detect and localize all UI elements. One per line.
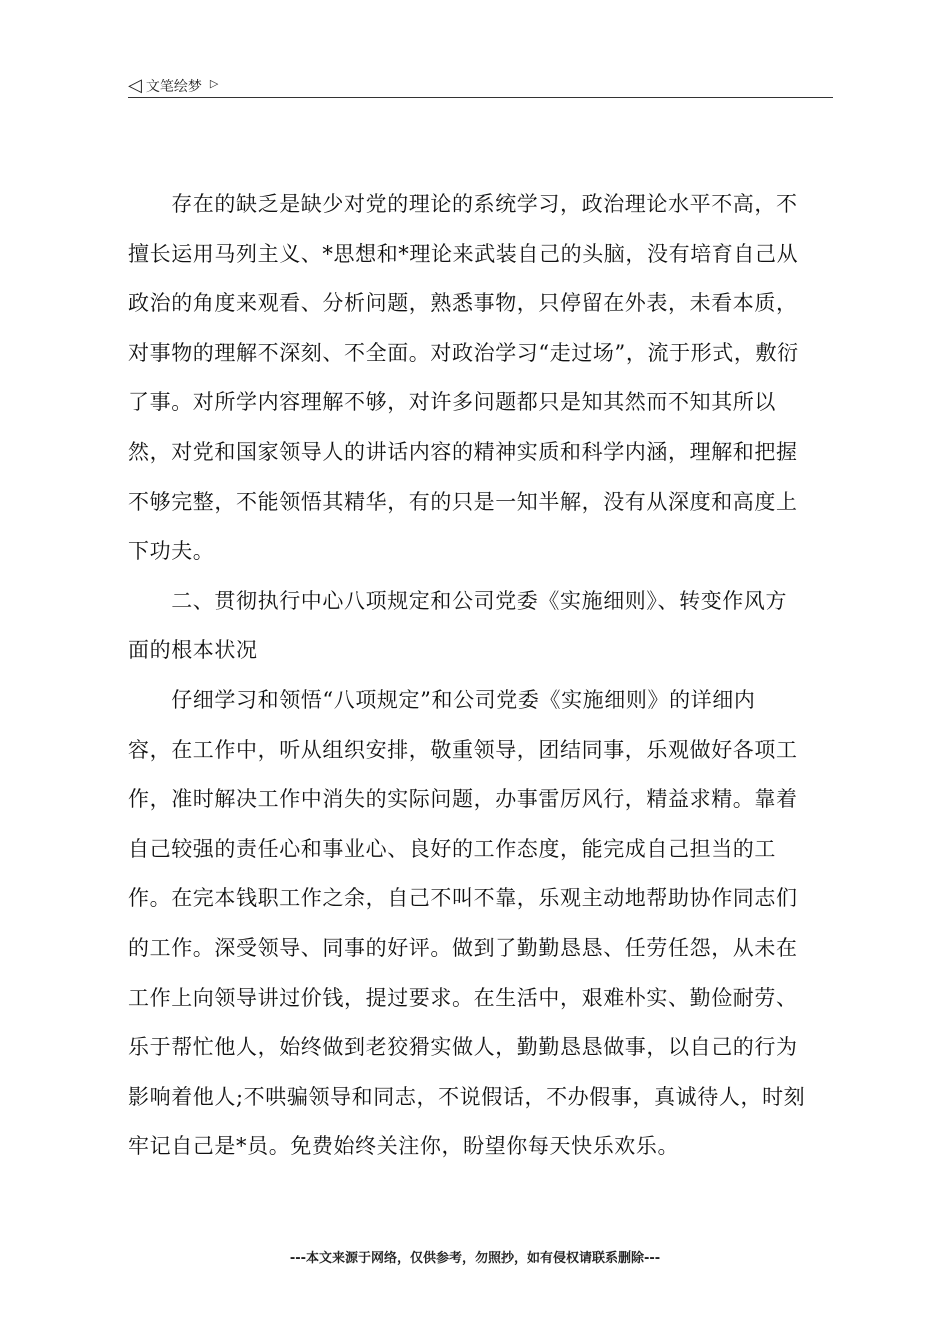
section-heading-2 xyxy=(128,577,833,676)
text-line: 仔细学习和领悟“八项规定”和公司党委《实施细则》的详细内 xyxy=(128,687,756,712)
left-triangle-icon: ◁ xyxy=(128,75,142,96)
text-line: 牢记自己是*员。免费始终关注你，盼望你每天快乐欢乐。 xyxy=(128,1134,680,1159)
text-line: 下功夫。 xyxy=(128,539,215,564)
text-line: 乐于帮忙他人，始终做到老狡猾实做人，勤勤恳恳做事，以自己的行为 xyxy=(128,1035,798,1060)
paragraph-1 xyxy=(128,180,833,577)
paragraph-3 xyxy=(128,676,833,1172)
text-line: 擅长运用马列主义、*思想和*理论来武装自己的头脑，没有培育自己从 xyxy=(128,241,799,266)
text-line: 对事物的理解不深刻、不全面。对政治学习“走过场”，流于形式，敷衍 xyxy=(128,340,799,365)
text-line: 存在的缺乏是缺少对党的理论的系统学习，政治理论水平不高，不 xyxy=(128,192,798,216)
document-body xyxy=(128,180,833,1172)
text-line: 影响着他人;不哄骗领导和同志，不说假话，不办假事，真诚待人，时刻 xyxy=(128,1084,806,1109)
text-line: 然，对党和国家领导人的讲话内容的精神实质和科学内涵，理解和把握 xyxy=(128,439,798,464)
header-title: 文笔绘梦 xyxy=(145,79,202,95)
text-line: 自己较强的责任心和事业心、良好的工作态度，能完成自己担当的工 xyxy=(128,836,776,861)
text-line: 容，在工作中，听从组织安排，敬重领导，团结同事，乐观做好各项工 xyxy=(128,737,798,762)
header-divider xyxy=(128,97,833,98)
text-line: 了事。对所学内容理解不够，对许多问题都只是知其然而不知其所以 xyxy=(128,390,776,415)
footer-disclaimer: ---本文来源于网络，仅供参考，勿照抄，如有侵权请联系删除--- xyxy=(289,1251,661,1266)
text-line: 作。在完本钱职工作之余，自己不叫不靠，乐观主动地帮助协作同志们 xyxy=(128,886,798,911)
text-line: 政治的角度来观看、分析问题，熟悉事物，只停留在外表，未看本质， xyxy=(128,291,798,316)
text-line: 面的根本状况 xyxy=(128,638,258,663)
text-line: 作，准时解决工作中消失的实际问题，办事雷厉风行，精益求精。靠着 xyxy=(128,787,798,812)
right-triangle-icon: ▷ xyxy=(209,76,219,90)
text-line: 工作上向领导讲过价钱，提过要求。在生活中，艰难朴实、勤俭耐劳、 xyxy=(128,985,798,1010)
page-header xyxy=(128,74,218,98)
text-line: 不够完整，不能领悟其精华，有的只是一知半解，没有从深度和高度上 xyxy=(128,489,798,514)
text-line: 的工作。深受领导、同事的好评。做到了勤勤恳恳、任劳任怨，从未在 xyxy=(128,935,798,960)
text-line: 二、贯彻执行中心八项规定和公司党委《实施细则》、转变作风方 xyxy=(128,588,788,613)
